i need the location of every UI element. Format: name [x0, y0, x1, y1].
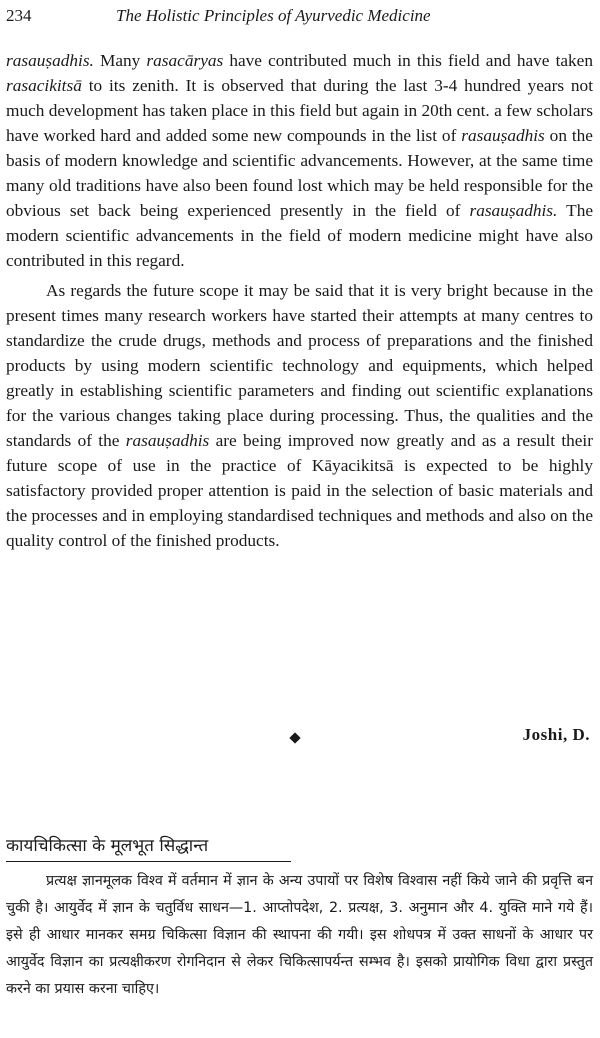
english-body — [6, 48, 593, 553]
paragraph-future-scope — [6, 278, 593, 553]
page-number: 234 — [6, 6, 32, 25]
hindi-paragraph: प्रत्यक्ष ज्ञानमूलक विश्व में वर्तमान में ज्ञान के अन्य उपायों पर विशेष विश्वास नहीं किये जाने की प्रवृत्ति बन चुकी है। आयुर्वेद में ज्ञान के चतुर्विध साधन—1. आप्तोपदेश, 2. प्रत्यक्ष, 3. अनुमान और 4. युक्ति माने गये हैं। इसे ही आधार मानकर समग्र चिकित्सा विज्ञान की स्थापना की गयी। इस शोधपत्र में उक्त साधनों के आधार पर आयुर्वेद विज्ञान का प्रत्यक्षीकरण रोगनिदान से लेकर चिकित्सापर्यन्त सम्भव है। इसको प्रायोगिक विधा द्वारा प्रस्तुत करने का प्रयास करना चाहिए। — [6, 873, 593, 997]
heading-underline — [6, 861, 291, 862]
term-rasausadhis: rasauṣadhis. — [6, 51, 94, 70]
author-signature: Joshi, D. — [522, 725, 590, 744]
text-run: are being improved now greatly and as a result their future scope of use in the practice of Kāyacikitsā is expected to be highly satisfactory provided proper attention is paid in the selection of basic materials and the processes and in employing standardised techniques and methods and also on the quality control of the finished products. — [6, 431, 593, 550]
text-run: The modern scientific advancements in the field of modern medicine might have also contributed in this regard. — [6, 201, 594, 270]
hindi-section-heading: कायचिकित्सा के मूलभूत सिद्धान्त — [6, 836, 209, 856]
term-rasausadhis: rasauṣadhis — [461, 126, 545, 145]
section-divider-diamond-icon — [289, 732, 300, 743]
term-rasausadhis: rasauṣadhis. — [469, 201, 558, 220]
paragraph-rasausadhis-history — [6, 48, 593, 273]
term-rasacaryas: rasacāryas — [146, 51, 224, 70]
running-title: The Holistic Principles of Ayurvedic Medicine — [116, 6, 431, 25]
text-run: As regards the future scope it may be said that it is very bright because in the present times many research workers have started their attempts at many centres to standardize the crude drugs, methods and process of preparations and the finished products by using modern scientific technology and equipments, which helped greatly in establishing scientific parameters and finding out scientific explanations for the various changes taking place during processing. Thus, the qualities and the standards of the — [6, 281, 593, 450]
term-rasausadhis: rasauṣadhis — [125, 431, 210, 450]
text-run: Many — [93, 51, 147, 70]
text-run: to its zenith. It is observed that during the last 3-4 hundred years not much development has taken place in this field but again in 20th cent. a few scholars have worked hard and added some new compounds in the list of — [6, 76, 593, 145]
page-header — [6, 4, 591, 32]
term-rasacikitsa: rasacikitsā — [6, 76, 82, 95]
text-run: on the basis of modern knowledge and scientific advancements. However, at the same time many old traditions have also been found lost which may be held responsible for the obvious set back being experienced presently in the field of — [6, 126, 593, 220]
text-run: have contributed much in this field and have taken — [223, 51, 593, 70]
